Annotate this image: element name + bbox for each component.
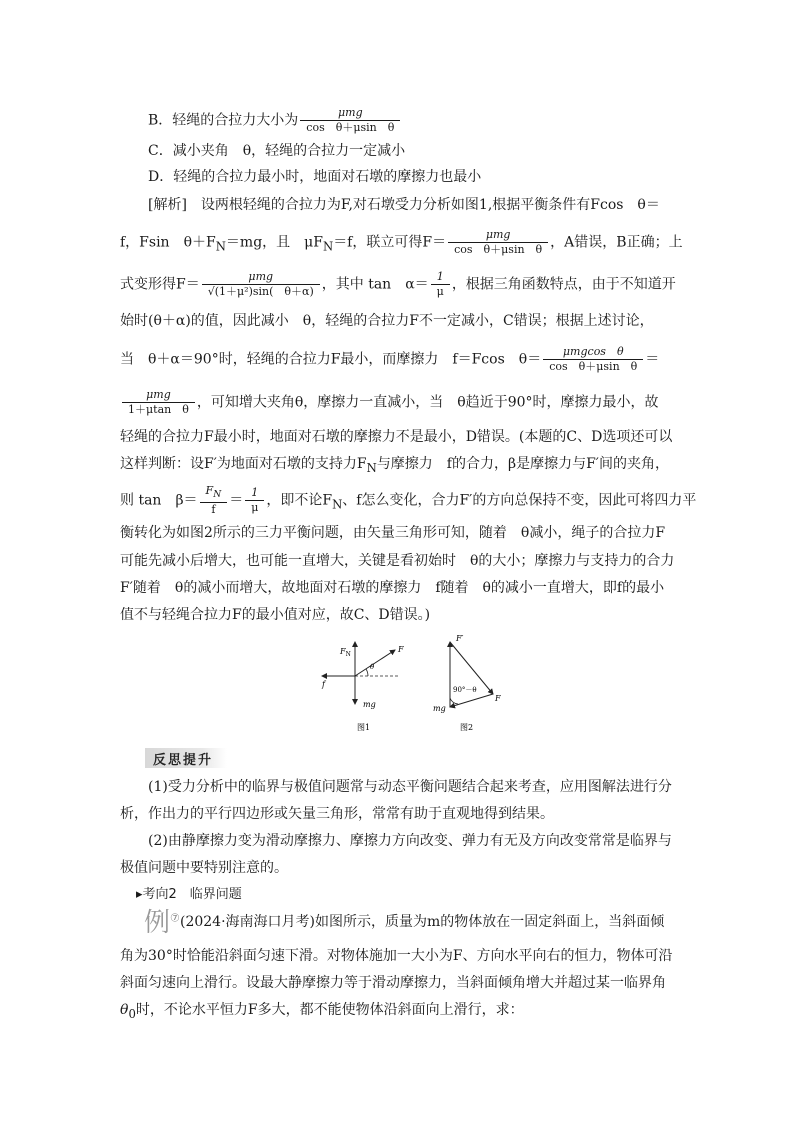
svg-text:mg: mg xyxy=(433,704,446,713)
analysis-line-4: 始时(θ＋α)的值，因此减小 θ，轻绳的合拉力F不一定减小，C错误；根据上述讨论， xyxy=(120,313,654,329)
fraction: $\frac{1}{\mu}$ xyxy=(245,486,264,515)
fraction: $\frac{\text{μmg}}{\text{cos θ＋μsin θ}}$ xyxy=(300,106,400,135)
svg-text:θ: θ xyxy=(370,663,375,671)
analysis-line-6: $\frac{\text{μmg}}{\text{1＋μtan θ}}$ ，可知增大夹角θ，摩擦力一直减小，当 θ趋近于90°时，摩擦力最小，故 xyxy=(120,388,659,417)
fraction: $\frac{1}{\mu}$ xyxy=(431,270,450,299)
svg-text:F: F xyxy=(495,694,501,703)
reflection-p1-line-2: 析，作出力的平行四边形或矢量三角形，常常有助于直观地得到结果。 xyxy=(120,806,554,822)
svg-text:图2: 图2 xyxy=(460,723,474,732)
analysis-line-7: 轻绳的合拉力F最小时，地面对石墩的摩擦力不是最小，D错误。(本题的C、D选项还可以 xyxy=(120,429,673,445)
analysis-line-9: 则 tan β＝ $\frac{F_N}{f}$ ＝ $\frac{1}{\mu}$ ，即不论$F_N$、f怎么变化，合力F′的方向总保持不变，因此可将四力平 xyxy=(120,484,697,517)
analysis-line-13: 值不与轻绳合拉力F的最小值对应，故C、D错误。) xyxy=(120,607,431,623)
svg-text:90°－θ: 90°－θ xyxy=(453,686,477,694)
analysis-line-12: F′随着 θ的减小而增大，故地面对石墩的摩擦力 f随着 θ的减小一直增大，即f的最小 xyxy=(120,580,665,596)
fraction: $\frac{\text{μmgcos θ}}{\text{cos θ＋μsin θ}}$ xyxy=(543,345,643,374)
analysis-line-11: 可能先减小后增大，也可能一直增大，关键是看初始时 θ的大小；摩擦力与支持力的合力 xyxy=(120,553,675,569)
analysis-line-5: 当 θ＋α＝90°时，轻绳的合拉力F最小，而摩擦力 f＝Fcos θ＝ $\frac{\text{μmgcos θ}}{\text{cos θ＋μsin θ}}$ ＝ xyxy=(120,345,660,373)
example-line-4: $\theta_0$时，不论水平恒力F多大，都不能使物体沿斜面向上滑行，求： xyxy=(120,1002,524,1021)
svg-text:图1: 图1 xyxy=(357,723,371,732)
analysis-line-1: [解析] 设两根轻绳的合拉力为F,对石墩受力分析如图1,根据平衡条件有Fcos θ＝ xyxy=(148,197,660,213)
force-diagrams xyxy=(310,632,520,737)
svg-text:F′: F′ xyxy=(456,634,464,643)
option-c: C．减小夹角 θ，轻绳的合拉力一定减小 xyxy=(148,143,406,159)
example-line-3: 斜面匀速向上滑行。设最大静摩擦力等于滑动摩擦力，当斜面倾角增大并超过某一临界角 xyxy=(120,975,666,991)
svg-text:f: f xyxy=(322,680,325,689)
fraction: $\frac{\text{μmg}}{\text{√(1＋μ²)sin( θ＋α)}}$ xyxy=(202,270,320,299)
analysis-line-3: 式变形得F＝ $\frac{\text{μmg}}{\text{√(1＋μ²)sin( θ＋α)}}$ ，其中 tan α＝ $\frac{1}{\mu}$ ，根据三角函数特点，由于不知道开 xyxy=(120,270,676,298)
figure-1 xyxy=(321,642,404,732)
fraction: $\frac{\text{μmg}}{\text{1＋μtan θ}}$ xyxy=(122,388,195,417)
option-b: B．轻绳的合拉力大小为 $\frac{\text{μmg}}{\text{cos θ＋μsin θ}}$ xyxy=(148,106,402,135)
analysis-line-8: 这样判断：设F′为地面对石墩的支持力$F_N$与摩擦力 f的合力，β是摩擦力与F′间的夹角， xyxy=(120,456,669,475)
section-heading: ▸考向2 临界问题 xyxy=(136,887,242,902)
fraction: $\frac{F_N}{f}$ xyxy=(200,484,228,517)
fraction: $\frac{\text{μmg}}{\text{cos θ＋μsin θ}}$ xyxy=(448,228,548,257)
svg-text:mg: mg xyxy=(363,700,376,709)
reflection-p1-line-1: (1)受力分析中的临界与极值问题常与动态平衡问题结合起来考查，应用图解法进行分 xyxy=(148,779,672,795)
rope-force-arrow xyxy=(355,650,395,676)
angle-arc xyxy=(366,669,368,676)
reflection-badge: 反思提升 xyxy=(145,748,227,768)
svg-text:FN: $F_N$ xyxy=(340,647,351,658)
example-mark: 例⑦ xyxy=(144,908,180,938)
weight-arrow-2 xyxy=(450,694,493,707)
example-line-1: (2024·海南海口月考)如图所示，质量为m的物体放在一固定斜面上，当斜面倾 xyxy=(180,914,665,930)
svg-text:F: F xyxy=(398,645,404,654)
option-d: D．轻绳的合拉力最小时，地面对石墩的摩擦力也最小 xyxy=(148,169,482,185)
figure-2 xyxy=(433,634,501,732)
reflection-p2-line-2: 极值问题中要特别注意的。 xyxy=(120,860,288,876)
angle-arc-2 xyxy=(450,698,458,704)
analysis-line-2: f，Fsin $\theta+F_N=mg$，且 $\mu F_N=f$，联立可得F＝ $\frac{\text{μmg}}{\text{cos θ＋μsin θ}}$ ，A错误，B正确；上 xyxy=(120,228,683,256)
reflection-p2-line-1: (2)由静摩擦力变为滑动摩擦力、摩擦力方向改变、弹力有无及方向改变常常是临界与 xyxy=(148,833,672,849)
example-line-2: 角为30°时恰能沿斜面匀速下滑。对物体施加一大小为F、方向水平向右的恒力，物体可沿 xyxy=(120,948,673,964)
analysis-line-10: 衡转化为如图2所示的三力平衡问题，由矢量三角形可知，随着 θ减小，绳子的合拉力F xyxy=(120,525,666,541)
